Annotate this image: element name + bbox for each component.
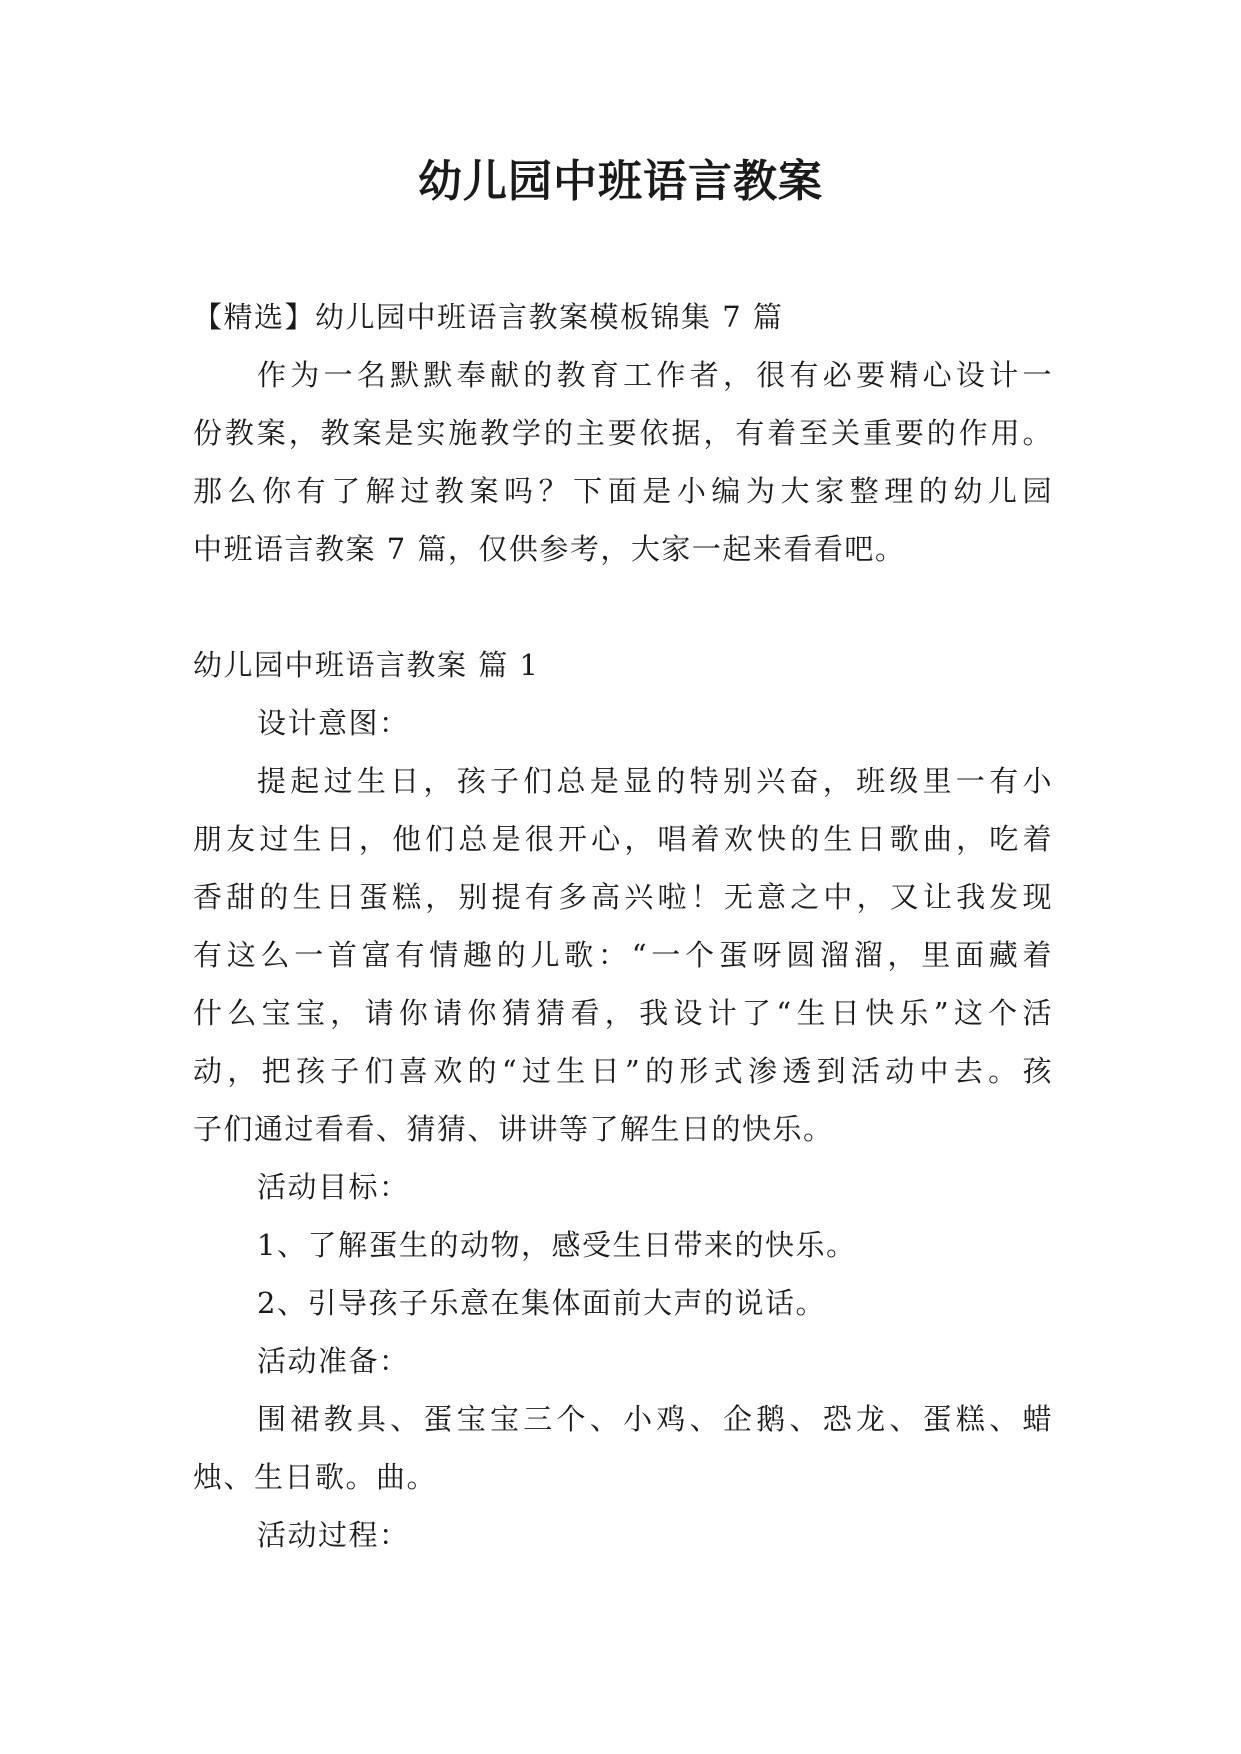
paragraph-line: 朋友过生日，他们总是很开心，唱着欢快的生日歌曲，吃着: [193, 822, 1053, 856]
paragraph-line: 作为一名默默奉献的教育工作者，很有必要精心设计一: [257, 358, 1053, 392]
paragraph-line: 中班语言教案 7 篇，仅供参考，大家一起来看看吧。: [193, 532, 906, 566]
paragraph-line: 那么你有了解过教案吗？下面是小编为大家整理的幼儿园: [193, 474, 1053, 508]
prep-label: 活动准备：: [257, 1344, 410, 1378]
paragraph-line: 份教案，教案是实施教学的主要依据，有着至关重要的作用。: [193, 416, 1053, 450]
intro-paragraph: [193, 346, 1053, 578]
paragraph-line: 有这么一首富有情趣的儿歌：“一个蛋呀圆溜溜，里面藏着: [193, 938, 1053, 972]
document-body: [193, 288, 1053, 1564]
paragraph-line: 香甜的生日蛋糕，别提有多高兴啦！无意之中，又让我发现: [193, 880, 1053, 914]
design-intent-label: 设计意图：: [257, 706, 410, 740]
paragraph-line: 动，把孩子们喜欢的“过生日”的形式渗透到活动中去。孩: [193, 1054, 1053, 1088]
goal-item: 2、引导孩子乐意在集体面前大声的说话。: [257, 1286, 826, 1320]
goal-item: 1、了解蛋生的动物，感受生日带来的快乐。: [257, 1228, 857, 1262]
paragraph-line: 提起过生日，孩子们总是显的特别兴奋，班级里一有小: [257, 764, 1053, 798]
prep-paragraph: [193, 1390, 1053, 1506]
paragraph-line: 围裙教具、蛋宝宝三个、小鸡、企鹅、恐龙、蛋糕、蜡: [257, 1402, 1053, 1436]
goals-label: 活动目标：: [257, 1170, 410, 1204]
paragraph-line: 烛、生日歌。曲。: [193, 1460, 438, 1494]
blank-line: [193, 578, 1053, 636]
section-heading: 幼儿园中班语言教案 篇 1: [193, 648, 540, 682]
paragraph-line: 子们通过看看、猜猜、讲讲等了解生日的快乐。: [193, 1112, 834, 1146]
document-title: 幼儿园中班语言教案: [418, 156, 823, 207]
process-label: 活动过程：: [257, 1518, 410, 1552]
design-intent-paragraph: [193, 752, 1053, 1158]
collection-heading: 【精选】幼儿园中班语言教案模板锦集 7 篇: [193, 300, 784, 334]
paragraph-line: 什么宝宝，请你请你猜猜看，我设计了“生日快乐”这个活: [193, 996, 1053, 1030]
